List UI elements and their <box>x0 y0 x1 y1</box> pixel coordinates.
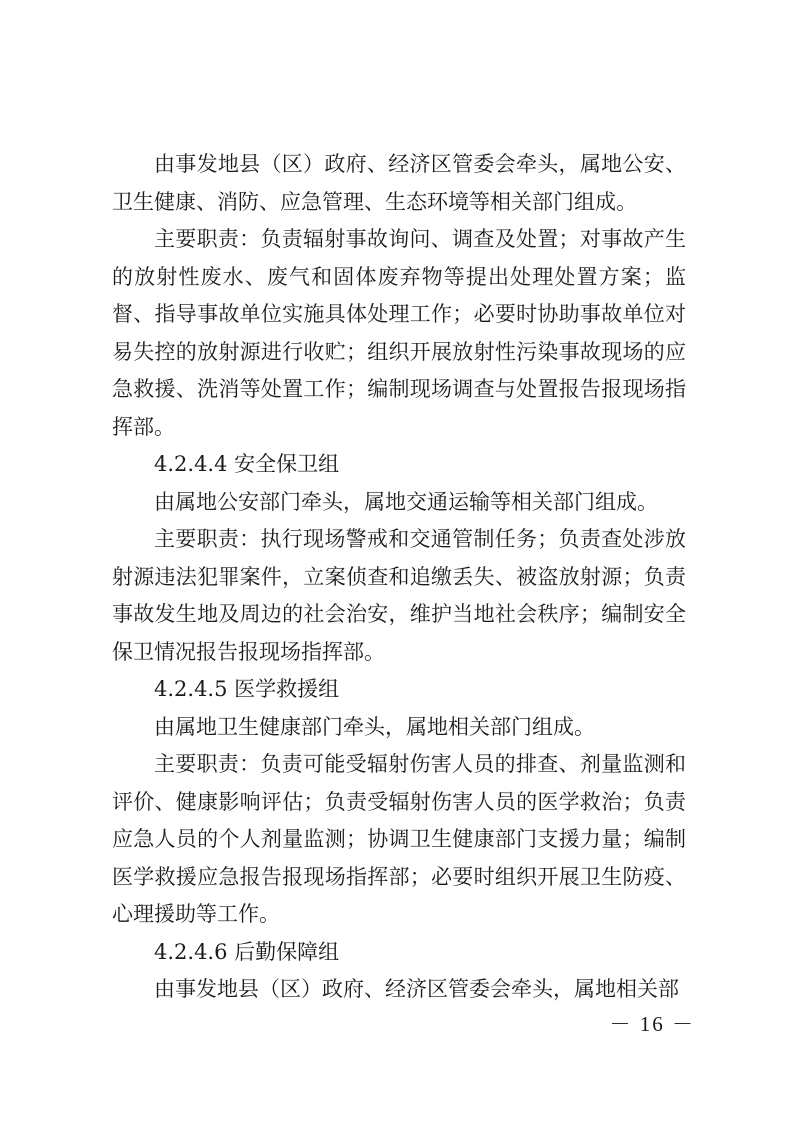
page-number: － 16 － <box>609 1012 695 1036</box>
document-body <box>112 146 686 1009</box>
paragraph-duties: 主要职责：负责辐射事故询问、调查及处置；对事故产生的放射性废水、废气和固体废弃物等提出处理处置方案；监督、指导事故单位实施具体处理工作；必要时协助事故单位对易失控的放射源进行收贮；组织开展放射性污染事故现场的应急救援、洗消等处置工作；编制现场调查与处置报告报现场指挥部。 <box>112 227 686 439</box>
paragraph-team-composition: 由事发地县（区）政府、经济区管委会牵头，属地公安、卫生健康、消防、应急管理、生态环境等相关部门组成。 <box>112 152 686 214</box>
section-heading-security: 4.2.4.4 安全保卫组 <box>154 452 340 476</box>
paragraph-security-composition: 由属地公安部门牵头，属地交通运输等相关部门组成。 <box>154 489 658 514</box>
paragraph-logistics-composition: 由事发地县（区）政府、经济区管委会牵头，属地相关部 <box>154 977 679 1001</box>
paragraph-medical-duties: 主要职责：负责可能受辐射伤害人员的排查、剂量监测和评价、健康影响评估；负责受辐射伤害人员的医学救治；负责应急人员的个人剂量监测；协调卫生健康部门支援力量；编制医学救援应急报告报现场指挥部；必要时组织开展卫生防疫、心理援助等工作。 <box>112 752 686 926</box>
paragraph-medical-composition: 由属地卫生健康部门牵头，属地相关部门组成。 <box>154 714 595 739</box>
paragraph-security-duties: 主要职责：执行现场警戒和交通管制任务；负责查处涉放射源违法犯罪案件，立案侦查和追缴丢失、被盗放射源；负责事故发生地及周边的社会治安，维护当地社会秩序；编制安全保卫情况报告报现场指挥部。 <box>112 527 686 664</box>
section-heading-medical: 4.2.4.5 医学救援组 <box>154 677 340 701</box>
section-heading-logistics: 4.2.4.6 后勤保障组 <box>154 939 340 964</box>
